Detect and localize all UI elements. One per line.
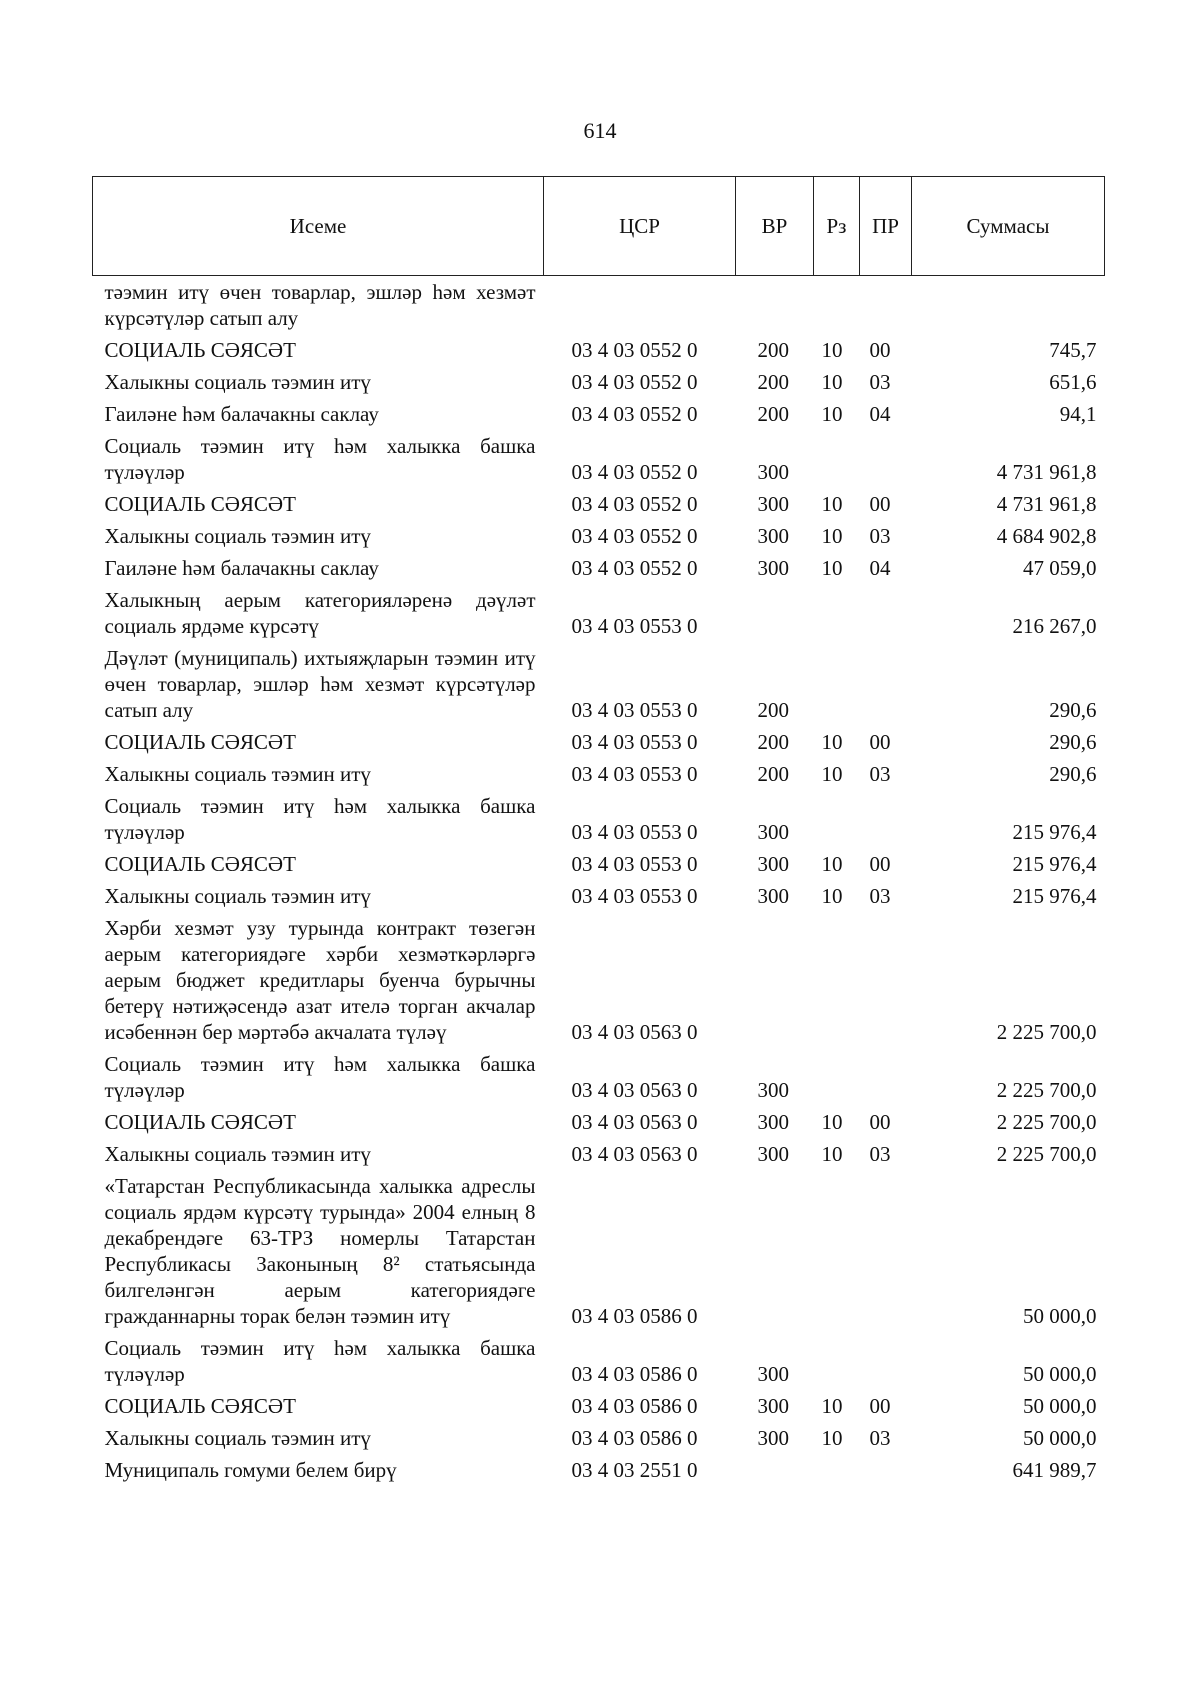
cell-sum: 50 000,0 [1023, 1394, 1097, 1418]
cell-name: Хәрби хезмәт узу турында контракт төзегән аерым категориядәге хәрби хезмәткәрләргә аерым бюджет кредитлары буенча бурычны бетерү нәтиҗәсендә азат ителә торган акчалар исәбеннән бер мәртәбә акчалата түләү [104, 916, 536, 1044]
cell-csr: 03 4 03 0586 0 [571, 1394, 698, 1418]
cell-sum: 94,1 [1059, 402, 1097, 426]
table-row [93, 642, 1105, 726]
cell-csr: 03 4 03 0563 0 [571, 1110, 698, 1134]
cell-name: Халыкны социаль тәэмин итү [104, 370, 371, 394]
cell-rz: 10 [821, 884, 843, 908]
cell-vr: 300 [757, 1110, 789, 1134]
cell-sum: 4 731 961,8 [996, 492, 1097, 516]
table-row [93, 520, 1105, 552]
cell-sum: 215 976,4 [1012, 884, 1097, 908]
header-csr: ЦСР [544, 177, 736, 276]
cell-rz: 10 [821, 762, 843, 786]
cell-vr: 300 [757, 820, 789, 844]
cell-name: СОЦИАЛЬ СӘЯСӘТ [104, 730, 296, 754]
table-row [93, 1138, 1105, 1170]
cell-csr: 03 4 03 0586 0 [571, 1304, 698, 1328]
header-pr: ПР [860, 177, 912, 276]
table-row [93, 758, 1105, 790]
cell-name: СОЦИАЛЬ СӘЯСӘТ [104, 492, 296, 516]
table-row [93, 430, 1105, 488]
budget-table [92, 176, 1105, 1486]
cell-pr: 03 [869, 524, 891, 548]
cell-sum: 50 000,0 [1023, 1304, 1097, 1328]
cell-rz [814, 790, 860, 848]
cell-csr: 03 4 03 0553 0 [571, 884, 698, 908]
cell-sum: 745,7 [1049, 338, 1097, 362]
cell-rz: 10 [821, 524, 843, 548]
cell-pr [860, 1454, 912, 1486]
cell-sum: 50 000,0 [1023, 1426, 1097, 1450]
cell-rz [814, 1170, 860, 1332]
cell-rz [814, 912, 860, 1048]
cell-vr: 200 [757, 762, 789, 786]
cell-sum: 2 225 700,0 [996, 1020, 1097, 1044]
header-vr: ВР [736, 177, 814, 276]
cell-csr: 03 4 03 0552 0 [571, 402, 698, 426]
cell-vr: 300 [757, 556, 789, 580]
cell-csr: 03 4 03 0552 0 [571, 460, 698, 484]
table-row [93, 276, 1105, 335]
cell-rz: 10 [821, 402, 843, 426]
cell-name: Халыкны социаль тәэмин итү [104, 524, 371, 548]
cell-sum: 215 976,4 [1012, 820, 1097, 844]
cell-sum: 2 225 700,0 [996, 1078, 1097, 1102]
cell-csr: 03 4 03 0586 0 [571, 1362, 698, 1386]
cell-rz: 10 [821, 1110, 843, 1134]
cell-name: Гаиләне һәм балачакны саклау [104, 556, 379, 580]
cell-sum: 47 059,0 [1023, 556, 1097, 580]
cell-pr [860, 912, 912, 1048]
cell-csr: 03 4 03 0553 0 [571, 852, 698, 876]
cell-sum: 290,6 [1049, 698, 1097, 722]
cell-sum: 215 976,4 [1012, 852, 1097, 876]
table-row [93, 552, 1105, 584]
cell-pr: 03 [869, 370, 891, 394]
cell-pr: 00 [869, 492, 891, 516]
cell-csr: 03 4 03 0552 0 [571, 492, 698, 516]
cell-rz: 10 [821, 492, 843, 516]
cell-vr: 300 [757, 1362, 789, 1386]
cell-rz: 10 [821, 1426, 843, 1450]
cell-pr [860, 1332, 912, 1390]
header-name: Исеме [93, 177, 544, 276]
cell-name: СОЦИАЛЬ СӘЯСӘТ [104, 1110, 296, 1134]
cell-pr: 00 [869, 1394, 891, 1418]
cell-vr: 300 [757, 852, 789, 876]
cell-csr: 03 4 03 0553 0 [571, 698, 698, 722]
cell-pr: 04 [869, 556, 891, 580]
cell-csr: 03 4 03 0553 0 [571, 762, 698, 786]
table-body [93, 276, 1105, 1487]
cell-name: Халыкны социаль тәэмин итү [104, 1426, 371, 1450]
cell-name: СОЦИАЛЬ СӘЯСӘТ [104, 852, 296, 876]
table-row [93, 366, 1105, 398]
cell-name: Муниципаль гомуми белем бирү [104, 1458, 397, 1482]
table-header [93, 177, 1105, 276]
table-row [93, 1422, 1105, 1454]
cell-vr: 300 [757, 460, 789, 484]
cell-pr [860, 584, 912, 642]
cell-sum [912, 276, 1105, 335]
cell-vr: 300 [757, 884, 789, 908]
cell-pr [860, 276, 912, 335]
cell-csr: 03 4 03 2551 0 [571, 1458, 698, 1482]
header-sum: Суммасы [912, 177, 1105, 276]
cell-rz: 10 [821, 1142, 843, 1166]
cell-name: Социаль тәэмин итү һәм халыкка башка түләүләр [104, 1336, 536, 1386]
cell-csr: 03 4 03 0552 0 [571, 338, 698, 362]
cell-name: Дәүләт (муниципаль) ихтыяҗларын тәэмин итү өчен товарлар, эшләр һәм хезмәт күрсәтүләр сатып алу [104, 646, 536, 722]
cell-sum: 4 684 902,8 [996, 524, 1097, 548]
cell-csr: 03 4 03 0553 0 [571, 820, 698, 844]
cell-pr [860, 642, 912, 726]
table-row [93, 398, 1105, 430]
table-row [93, 848, 1105, 880]
cell-pr: 04 [869, 402, 891, 426]
cell-vr: 300 [757, 1078, 789, 1102]
cell-name: Гаиләне һәм балачакны саклау [104, 402, 379, 426]
cell-sum: 290,6 [1049, 730, 1097, 754]
cell-csr: 03 4 03 0553 0 [571, 730, 698, 754]
cell-sum: 4 731 961,8 [996, 460, 1097, 484]
cell-rz [814, 584, 860, 642]
table-row [93, 790, 1105, 848]
table-row [93, 726, 1105, 758]
cell-vr: 200 [757, 730, 789, 754]
cell-rz [814, 430, 860, 488]
table-row [93, 1170, 1105, 1332]
table-row [93, 1454, 1105, 1486]
cell-csr: 03 4 03 0586 0 [571, 1426, 698, 1450]
cell-csr: 03 4 03 0552 0 [571, 556, 698, 580]
table-row [93, 1106, 1105, 1138]
cell-pr: 00 [869, 1110, 891, 1134]
cell-csr [544, 276, 736, 335]
table-row [93, 488, 1105, 520]
cell-sum: 2 225 700,0 [996, 1142, 1097, 1166]
cell-csr: 03 4 03 0563 0 [571, 1020, 698, 1044]
cell-rz: 10 [821, 852, 843, 876]
table-row [93, 1048, 1105, 1106]
cell-name: Халыкны социаль тәэмин итү [104, 762, 371, 786]
cell-sum: 50 000,0 [1023, 1362, 1097, 1386]
cell-rz: 10 [821, 338, 843, 362]
cell-rz: 10 [821, 370, 843, 394]
table-row [93, 912, 1105, 1048]
cell-pr [860, 790, 912, 848]
cell-vr: 300 [757, 1394, 789, 1418]
cell-csr: 03 4 03 0552 0 [571, 370, 698, 394]
cell-csr: 03 4 03 0552 0 [571, 524, 698, 548]
cell-pr: 03 [869, 1426, 891, 1450]
cell-name: Халыкны социаль тәэмин итү [104, 884, 371, 908]
cell-vr [736, 912, 814, 1048]
cell-rz [814, 276, 860, 335]
table-row [93, 1332, 1105, 1390]
cell-rz: 10 [821, 1394, 843, 1418]
cell-pr: 03 [869, 762, 891, 786]
cell-name: тәэмин итү өчен товарлар, эшләр һәм хезмәт күрсәтүләр сатып алу [104, 280, 536, 330]
cell-vr [736, 276, 814, 335]
cell-sum: 651,6 [1049, 370, 1097, 394]
cell-sum: 641 989,7 [1012, 1458, 1097, 1482]
cell-name: «Татарстан Республикасында халыкка адреслы социаль ярдәм күрсәтү турында» 2004 елның 8 декабрендәге 63-ТРЗ номерлы Татарстан Республикасы Законының 8² статьясында билгеләнгән аерым категориядәге гражданнарны торак белән тәэмин итү [104, 1174, 536, 1328]
header-rz: Рз [814, 177, 860, 276]
cell-rz: 10 [821, 730, 843, 754]
cell-sum: 290,6 [1049, 762, 1097, 786]
cell-vr: 300 [757, 492, 789, 516]
cell-rz [814, 1332, 860, 1390]
cell-rz [814, 1454, 860, 1486]
cell-name: Социаль тәэмин итү һәм халыкка башка түләүләр [104, 794, 536, 844]
cell-pr: 00 [869, 338, 891, 362]
cell-pr [860, 1170, 912, 1332]
cell-vr: 300 [757, 1142, 789, 1166]
table-row [93, 584, 1105, 642]
cell-vr: 300 [757, 524, 789, 548]
cell-pr [860, 1048, 912, 1106]
cell-vr [736, 1170, 814, 1332]
cell-vr: 200 [757, 370, 789, 394]
cell-rz: 10 [821, 556, 843, 580]
cell-name: Халыкны социаль тәэмин итү [104, 1142, 371, 1166]
table-row [93, 334, 1105, 366]
cell-sum: 2 225 700,0 [996, 1110, 1097, 1134]
cell-name: Халыкның аерым категорияләренә дәүләт социаль ярдәме күрсәтү [104, 588, 536, 638]
table-row [93, 880, 1105, 912]
cell-vr: 300 [757, 1426, 789, 1450]
cell-csr: 03 4 03 0563 0 [571, 1142, 698, 1166]
cell-rz [814, 1048, 860, 1106]
cell-pr: 03 [869, 1142, 891, 1166]
cell-vr [736, 584, 814, 642]
cell-pr [860, 430, 912, 488]
cell-pr: 00 [869, 852, 891, 876]
cell-name: СОЦИАЛЬ СӘЯСӘТ [104, 338, 296, 362]
cell-vr: 200 [757, 698, 789, 722]
page-number: 614 [583, 118, 617, 143]
table-row [93, 1390, 1105, 1422]
cell-sum: 216 267,0 [1012, 614, 1097, 638]
cell-vr: 200 [757, 338, 789, 362]
cell-csr: 03 4 03 0553 0 [571, 614, 698, 638]
cell-name: Социаль тәэмин итү һәм халыкка башка түләүләр [104, 434, 536, 484]
cell-vr [736, 1454, 814, 1486]
cell-pr: 03 [869, 884, 891, 908]
cell-vr: 200 [757, 402, 789, 426]
cell-csr: 03 4 03 0563 0 [571, 1078, 698, 1102]
cell-name: Социаль тәэмин итү һәм халыкка башка түләүләр [104, 1052, 536, 1102]
cell-name: СОЦИАЛЬ СӘЯСӘТ [104, 1394, 296, 1418]
cell-rz [814, 642, 860, 726]
cell-pr: 00 [869, 730, 891, 754]
